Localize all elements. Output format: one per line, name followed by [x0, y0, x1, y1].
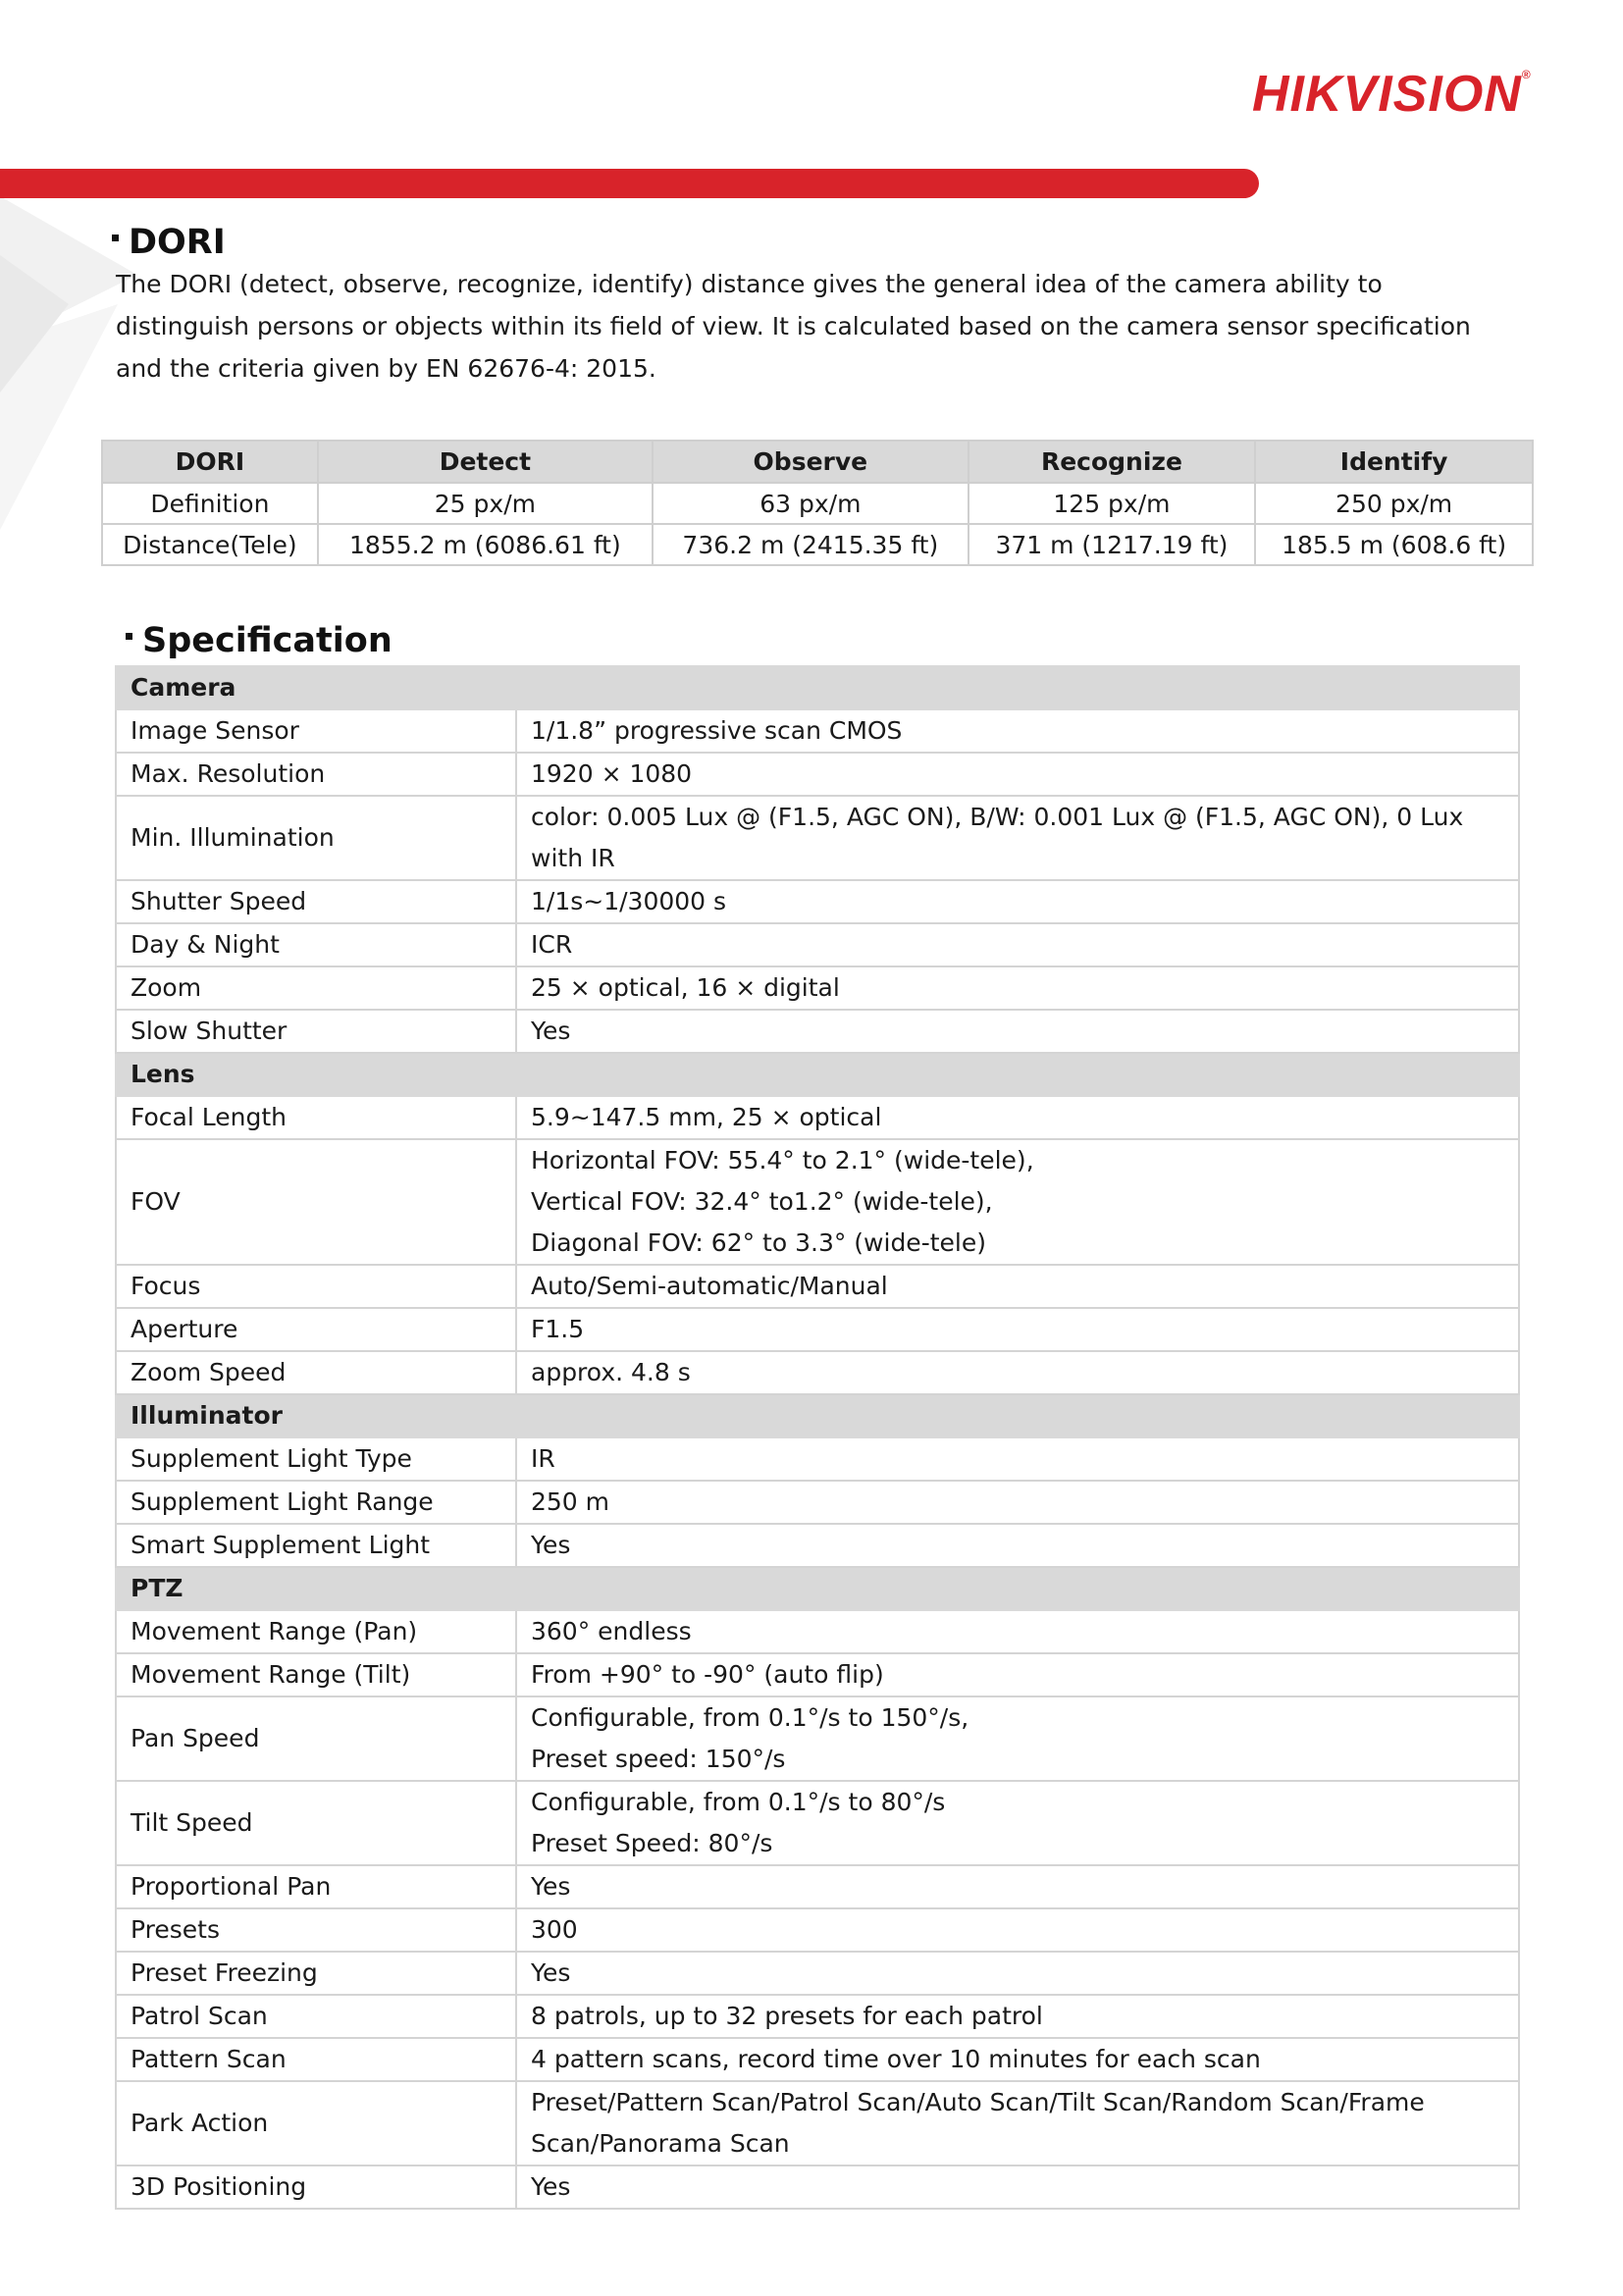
spec-value-line: 25 × optical, 16 × digital: [531, 973, 840, 1002]
spec-value-line: 360° endless: [531, 1617, 692, 1645]
spec-key: Movement Range (Tilt): [116, 1653, 516, 1696]
spec-row: [116, 1865, 1519, 1908]
spec-key: 3D Positioning: [116, 2166, 516, 2209]
spec-key: Min. Illumination: [116, 796, 516, 880]
dori-intro-paragraph: The DORI (detect, observe, recognize, identify) distance gives the general idea of the camera ability to distinguish persons or objects within its field of view. It is calculated based on the camera sensor specification and the criteria given by EN 62676-4: 2015.: [116, 270, 1471, 383]
spec-value-line: Vertical FOV: 32.4° to1.2° (wide-tele),: [531, 1187, 993, 1216]
spec-value-line: ICR: [531, 930, 573, 959]
spec-group-title: Lens: [116, 1053, 1519, 1096]
spec-row: [116, 966, 1519, 1010]
dori-cell: 250 px/m: [1255, 483, 1533, 524]
dori-row-definition: [102, 483, 1533, 524]
spec-row: [116, 2081, 1519, 2166]
spec-key: Shutter Speed: [116, 880, 516, 923]
dori-row-distance: [102, 524, 1533, 565]
dori-table: [101, 440, 1534, 566]
spec-value-line: Preset speed: 150°/s: [531, 1745, 786, 1773]
spec-key: Smart Supplement Light: [116, 1524, 516, 1567]
spec-value-line: 8 patrols, up to 32 presets for each patrol: [531, 2002, 1043, 2030]
spec-group-title: PTZ: [116, 1567, 1519, 1610]
spec-row: [116, 1995, 1519, 2038]
spec-row: [116, 796, 1519, 880]
spec-value: [516, 2166, 1519, 2209]
spec-key: Tilt Speed: [116, 1781, 516, 1865]
spec-value: [516, 923, 1519, 966]
spec-key: FOV: [116, 1139, 516, 1265]
bullet-icon: [126, 633, 132, 640]
spec-value: [516, 1995, 1519, 2038]
spec-key: Zoom: [116, 966, 516, 1010]
spec-value: [516, 1265, 1519, 1308]
spec-key: Movement Range (Pan): [116, 1610, 516, 1653]
spec-value-line: 1/1.8” progressive scan CMOS: [531, 716, 903, 745]
spec-row: [116, 880, 1519, 923]
spec-value-line: Scan/Panorama Scan: [531, 2129, 790, 2158]
spec-value-line: 5.9~147.5 mm, 25 × optical: [531, 1103, 882, 1131]
spec-key: Preset Freezing: [116, 1952, 516, 1995]
spec-value-line: 250 m: [531, 1487, 610, 1516]
spec-row: [116, 1139, 1519, 1265]
spec-key: Presets: [116, 1908, 516, 1952]
spec-key: Supplement Light Type: [116, 1437, 516, 1481]
spec-row: [116, 1308, 1519, 1351]
spec-row: [116, 1908, 1519, 1952]
spec-key: Pattern Scan: [116, 2038, 516, 2081]
spec-value: [516, 1351, 1519, 1394]
spec-value-line: Auto/Semi-automatic/Manual: [531, 1272, 888, 1300]
dori-header-row: [102, 441, 1533, 483]
spec-key: Zoom Speed: [116, 1351, 516, 1394]
dori-cell: Distance(Tele): [102, 524, 318, 565]
spec-value-line: Preset Speed: 80°/s: [531, 1829, 773, 1857]
dori-heading: DORI: [112, 226, 226, 260]
spec-key: Focal Length: [116, 1096, 516, 1139]
spec-value: [516, 1096, 1519, 1139]
dori-cell: 736.2 m (2415.35 ft): [653, 524, 969, 565]
spec-row: [116, 1653, 1519, 1696]
spec-group-title: Camera: [116, 666, 1519, 709]
bullet-icon: [112, 235, 119, 241]
spec-value: [516, 753, 1519, 796]
spec-row: [116, 1524, 1519, 1567]
spec-key: Supplement Light Range: [116, 1481, 516, 1524]
spec-value: [516, 1610, 1519, 1653]
spec-key: Max. Resolution: [116, 753, 516, 796]
spec-value: [516, 1481, 1519, 1524]
spec-value-line: 1/1s~1/30000 s: [531, 887, 727, 915]
spec-row: [116, 1696, 1519, 1781]
spec-key: Image Sensor: [116, 709, 516, 753]
dori-cell: 1855.2 m (6086.61 ft): [318, 524, 653, 565]
spec-key: Focus: [116, 1265, 516, 1308]
spec-value-line: 4 pattern scans, record time over 10 minutes for each scan: [531, 2045, 1261, 2073]
spec-value-line: Diagonal FOV: 62° to 3.3° (wide-tele): [531, 1228, 986, 1257]
spec-key: Patrol Scan: [116, 1995, 516, 2038]
dori-header-cell: Observe: [653, 441, 969, 483]
spec-key: Day & Night: [116, 923, 516, 966]
spec-row: [116, 1010, 1519, 1053]
spec-row: [116, 1265, 1519, 1308]
dori-cell: 125 px/m: [969, 483, 1256, 524]
spec-value-line: IR: [531, 1444, 555, 1473]
spec-value-line: F1.5: [531, 1315, 585, 1343]
spec-row: [116, 2038, 1519, 2081]
spec-value: [516, 880, 1519, 923]
spec-value: [516, 966, 1519, 1010]
spec-row: [116, 1351, 1519, 1394]
spec-value: [516, 2038, 1519, 2081]
spec-value-line: From +90° to -90° (auto flip): [531, 1660, 884, 1689]
dori-cell: 25 px/m: [318, 483, 653, 524]
spec-value: [516, 1437, 1519, 1481]
spec-value: [516, 1781, 1519, 1865]
header-red-bar: [0, 169, 1259, 198]
dori-cell: Definition: [102, 483, 318, 524]
dori-cell: 185.5 m (608.6 ft): [1255, 524, 1533, 565]
spec-value-line: Yes: [531, 1872, 571, 1901]
spec-group-row: [116, 1567, 1519, 1610]
spec-value-line: Yes: [531, 1017, 571, 1045]
dori-header-cell: Recognize: [969, 441, 1256, 483]
spec-value: [516, 1010, 1519, 1053]
spec-value-line: Yes: [531, 1531, 571, 1559]
spec-key: Pan Speed: [116, 1696, 516, 1781]
spec-value-line: approx. 4.8 s: [531, 1358, 691, 1386]
spec-value-line: Preset/Pattern Scan/Patrol Scan/Auto Scan/Tilt Scan/Random Scan/Frame: [531, 2088, 1425, 2116]
spec-value: [516, 709, 1519, 753]
spec-value: [516, 1696, 1519, 1781]
spec-row: [116, 1781, 1519, 1865]
spec-value: [516, 1308, 1519, 1351]
spec-value-line: Yes: [531, 2172, 571, 2201]
spec-group-row: [116, 1394, 1519, 1437]
spec-row: [116, 709, 1519, 753]
spec-value: [516, 1653, 1519, 1696]
spec-key: Proportional Pan: [116, 1865, 516, 1908]
dori-header-cell: Identify: [1255, 441, 1533, 483]
spec-group-row: [116, 666, 1519, 709]
dori-header-cell: Detect: [318, 441, 653, 483]
spec-row: [116, 1437, 1519, 1481]
spec-row: [116, 1610, 1519, 1653]
spec-value: [516, 1139, 1519, 1265]
dori-cell: 371 m (1217.19 ft): [969, 524, 1256, 565]
spec-group-row: [116, 1053, 1519, 1096]
spec-value: [516, 1908, 1519, 1952]
spec-value-line: color: 0.005 Lux @ (F1.5, AGC ON), B/W: 0.001 Lux @ (F1.5, AGC ON), 0 Lux with IR: [531, 803, 1464, 872]
spec-value: [516, 2081, 1519, 2166]
spec-value: [516, 1524, 1519, 1567]
spec-row: [116, 1481, 1519, 1524]
spec-key: Park Action: [116, 2081, 516, 2166]
spec-value-line: 300: [531, 1915, 578, 1944]
spec-value-line: Yes: [531, 1958, 571, 1987]
spec-value-line: Horizontal FOV: 55.4° to 2.1° (wide-tele),: [531, 1146, 1034, 1174]
spec-row: [116, 753, 1519, 796]
spec-value: [516, 1952, 1519, 1995]
spec-group-title: Illuminator: [116, 1394, 1519, 1437]
spec-value-line: 1920 × 1080: [531, 759, 693, 788]
spec-row: [116, 923, 1519, 966]
spec-row: [116, 2166, 1519, 2209]
hikvision-logo: HIKVISION®: [1252, 66, 1532, 123]
dori-cell: 63 px/m: [653, 483, 969, 524]
specification-table: [115, 665, 1520, 2210]
spec-value: [516, 1865, 1519, 1908]
specification-heading: Specification: [126, 624, 393, 658]
spec-value: [516, 796, 1519, 880]
spec-key: Aperture: [116, 1308, 516, 1351]
spec-value-line: Configurable, from 0.1°/s to 150°/s,: [531, 1703, 969, 1732]
spec-value-line: Configurable, from 0.1°/s to 80°/s: [531, 1788, 946, 1816]
spec-row: [116, 1952, 1519, 1995]
dori-header-cell: DORI: [102, 441, 318, 483]
spec-key: Slow Shutter: [116, 1010, 516, 1053]
spec-row: [116, 1096, 1519, 1139]
